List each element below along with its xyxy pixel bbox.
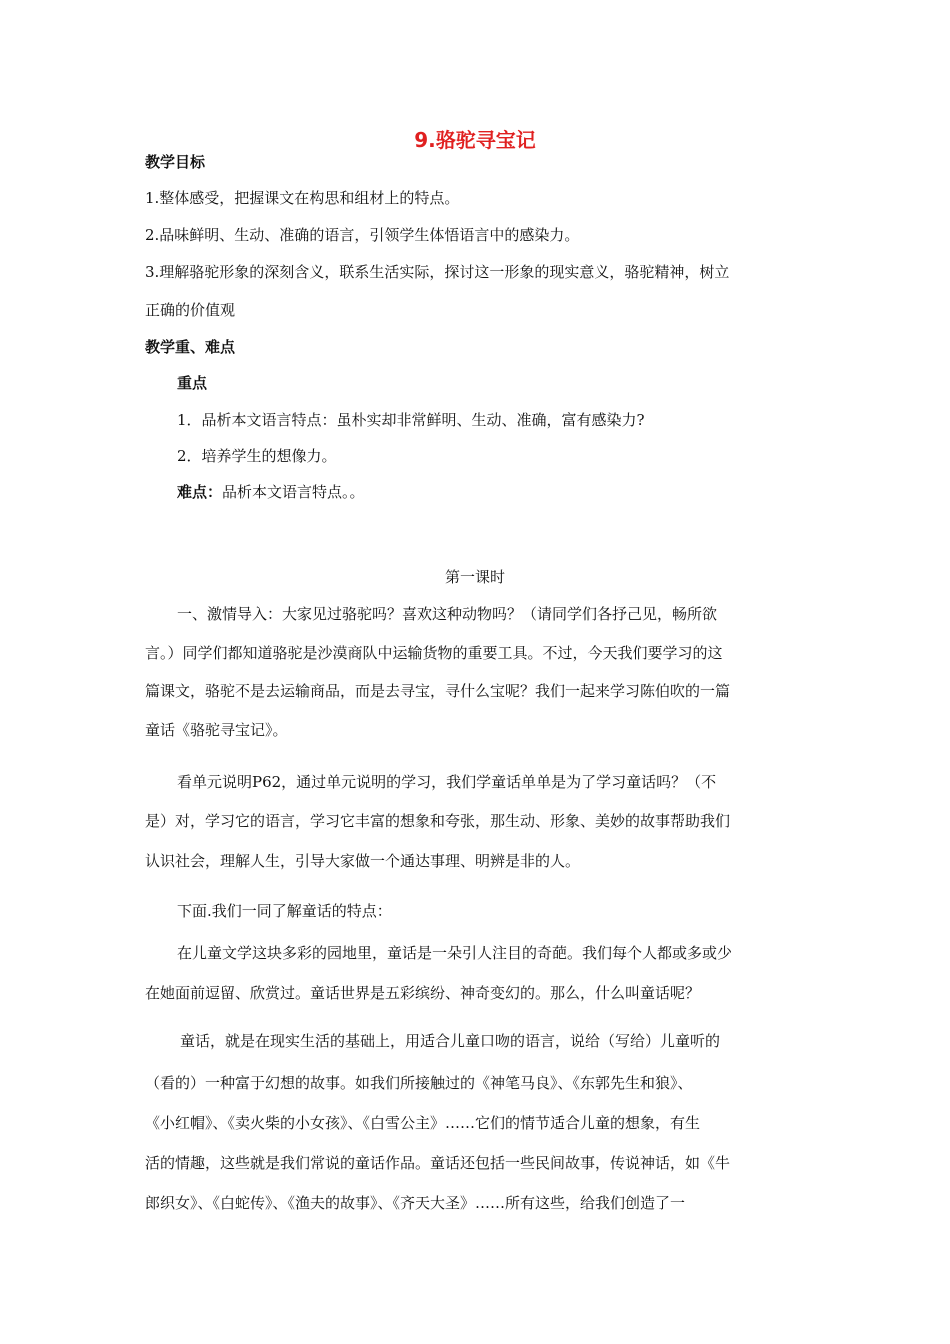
goals-heading: 教学目标 <box>145 153 206 171</box>
paragraph-line: 篇课文，骆驼不是去运输商品，而是去寻宝，寻什么宝呢？我们一起来学习陈伯吹的一篇 <box>145 682 731 700</box>
paragraph-line: 童话《骆驼寻宝记》。 <box>145 721 288 739</box>
difficulty-text: 品析本文语言特点。。 <box>222 483 365 501</box>
lesson-heading: 第一课时 <box>444 568 505 586</box>
paragraph-line: 是）对，学习它的语言，学习它丰富的想象和夸张，那生动、形象、美妙的故事帮助我们 <box>145 812 731 830</box>
paragraph-line: 在她面前逗留、欣赏过。童话世界是五彩缤纷、神奇变幻的。那么，什么叫童话呢？ <box>145 984 701 1002</box>
key-points-subheading: 重点 <box>177 374 208 392</box>
paragraph-line: 言。）同学们都知道骆驼是沙漠商队中运输货物的重要工具。不过，今天我们要学习的这 <box>145 644 723 662</box>
goal-item-continuation: 正确的价值观 <box>145 301 236 319</box>
goal-item: 3.理解骆驼形象的深刻含义，联系生活实际，探讨这一形象的现实意义，骆驼精神，树立 <box>145 263 730 281</box>
difficulty-label: 难点： <box>177 483 223 501</box>
paragraph-line: 在儿童文学这块多彩的园地里，童话是一朵引人注目的奇葩。我们每个人都或多或少 <box>177 944 733 962</box>
paragraph-line: 看单元说明P62，通过单元说明的学习，我们学童话单单是为了学习童话吗？（不 <box>177 773 717 791</box>
paragraph-line: 活的情趣，这些就是我们常说的童话作品。童话还包括一些民间故事，传说神话，如《牛 <box>145 1154 731 1172</box>
key-point-item: 2．培养学生的想像力。 <box>177 447 337 465</box>
paragraph-line: 一、激情导入：大家见过骆驼吗？喜欢这种动物吗？（请同学们各抒己见，畅所欲 <box>177 605 718 623</box>
paragraph-line: 《小红帽》、《卖火柴的小女孩》、《白雪公主》……它们的情节适合儿童的想象，有生 <box>145 1114 701 1132</box>
document-title: 9.骆驼寻宝记 <box>414 128 536 152</box>
paragraph-line: 郎织女》、《白蛇传》、《渔夫的故事》、《齐天大圣》……所有这些，给我们创造了一 <box>145 1194 686 1212</box>
paragraph-line: 认识社会，理解人生，引导大家做一个通达事理、明辨是非的人。 <box>145 852 581 870</box>
difficulty-line <box>177 482 365 502</box>
paragraph-line: 下面.我们一同了解童话的特点： <box>177 902 392 920</box>
paragraph-line: （看的）一种富于幻想的故事。如我们所接触过的《神笔马良》、《东郭先生和狼》、 <box>145 1074 693 1092</box>
key-points-heading: 教学重、难点 <box>145 338 236 356</box>
paragraph-line: 童话，就是在现实生活的基础上，用适合儿童口吻的语言，说给（写给）儿童听的 <box>180 1032 721 1050</box>
goal-item: 1.整体感受，把握课文在构思和组材上的特点。 <box>145 189 460 207</box>
key-point-item: 1．品析本文语言特点：虽朴实却非常鲜明、生动、准确，富有感染力? <box>177 411 645 429</box>
goal-item: 2.品味鲜明、生动、准确的语言，引领学生体悟语言中的感染力。 <box>145 226 580 244</box>
